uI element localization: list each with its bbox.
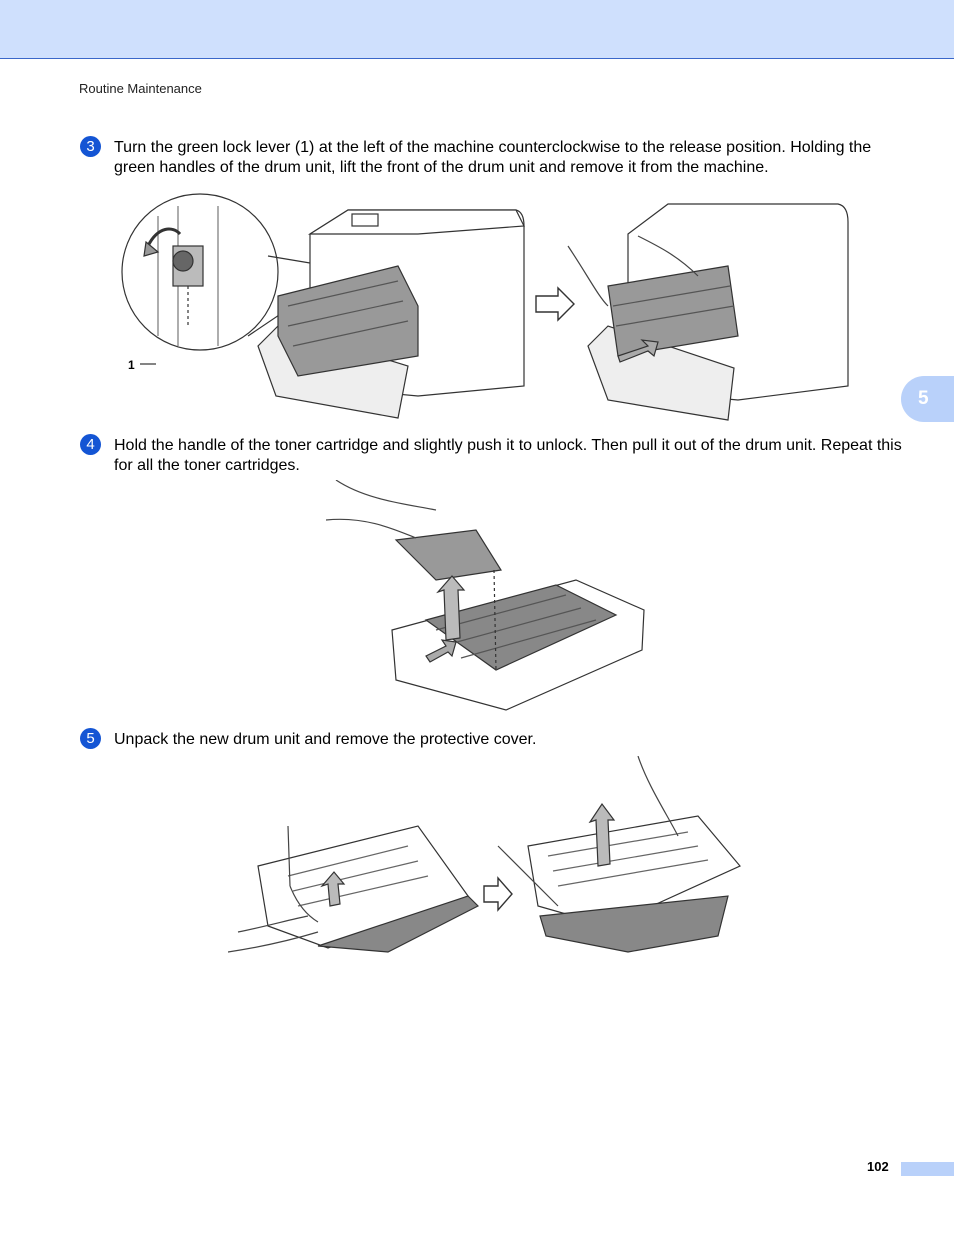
step-4-text: Hold the handle of the toner cartridge and slightly push it to unlock. Then pull it out of the drum unit. Repeat this for all the toner cartridges. — [114, 437, 902, 474]
callout-label-1: 1 — [128, 358, 135, 372]
illustration-remove-toner-cartridge — [326, 480, 646, 716]
running-header: Routine Maintenance — [79, 81, 202, 96]
chapter-tab: 5 — [901, 376, 954, 422]
step-5-number: 5 — [80, 728, 101, 749]
step-3-number: 3 — [80, 136, 101, 157]
illustration-remove-drum-unit — [118, 186, 858, 422]
page-number: 102 — [867, 1159, 889, 1174]
step-3-text: Turn the green lock lever (1) at the left of the machine counterclockwise to the release position. Holding the green handles of the drum unit, lift the front of the drum unit and remove it from the machine. — [114, 139, 872, 176]
step-4-number: 4 — [80, 434, 101, 455]
header-band — [0, 0, 954, 59]
step-5-text: Unpack the new drum unit and remove the protective cover. — [114, 731, 537, 748]
illustration-unpack-drum-unit — [228, 756, 748, 962]
page-number-bar — [901, 1162, 954, 1176]
